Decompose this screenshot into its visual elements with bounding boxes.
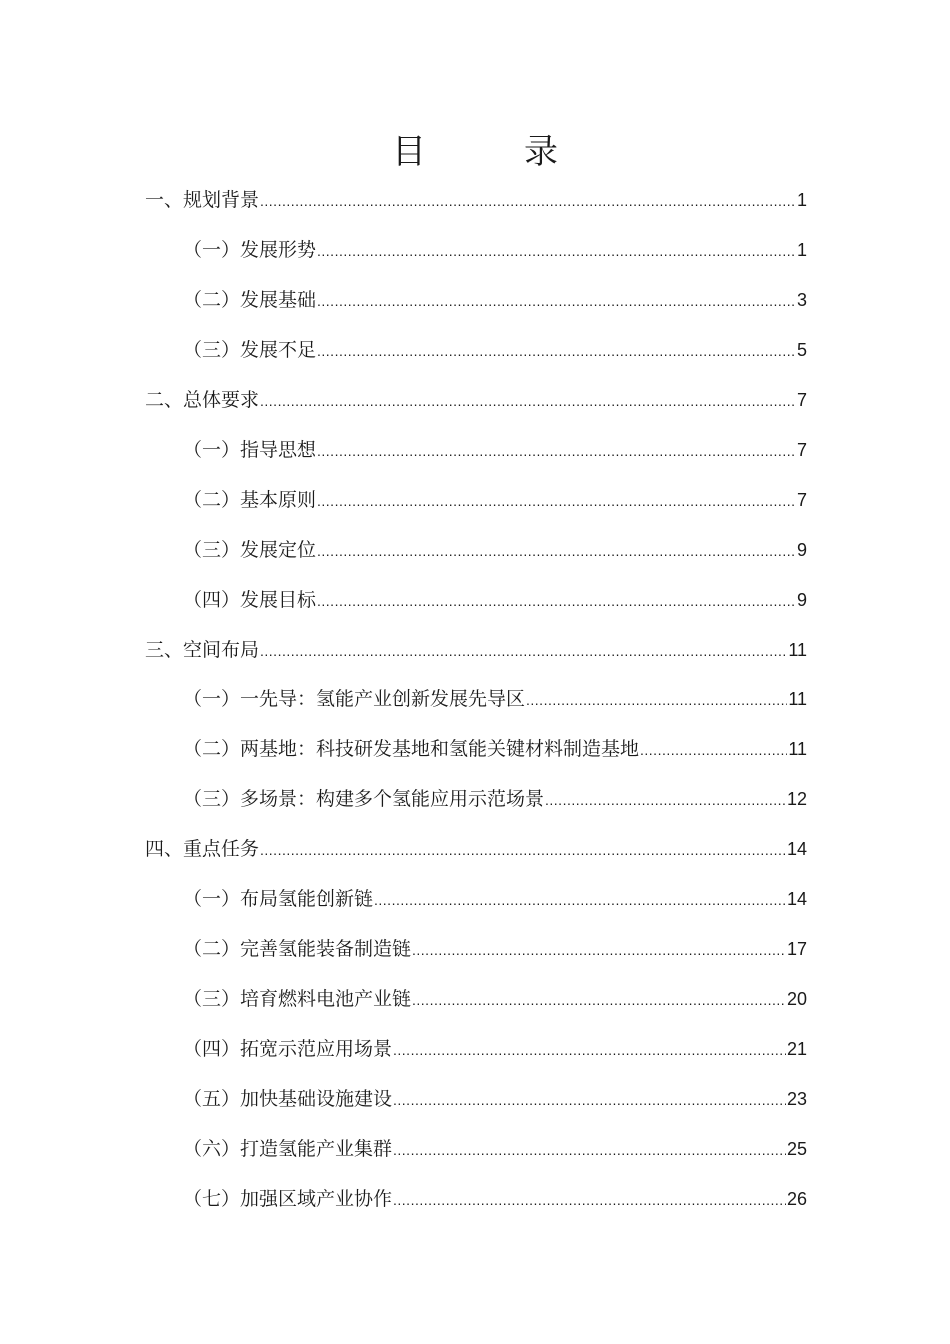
toc-subsection-entry[interactable] — [145, 586, 807, 636]
toc-section-entry[interactable] — [145, 186, 807, 236]
toc-page-number: 23 — [786, 1089, 807, 1110]
toc-subsection-entry[interactable] — [145, 336, 807, 386]
toc-subsection-entry[interactable] — [145, 486, 807, 536]
toc-dot-leader — [260, 637, 787, 665]
toc-entry-label: （二）两基地：科技研发基地和氢能关键材料制造基地 — [183, 738, 640, 761]
toc-dot-leader — [412, 936, 786, 964]
toc-subsection-entry[interactable] — [145, 286, 807, 336]
toc-dot-leader — [260, 387, 796, 415]
toc-section-entry[interactable] — [145, 636, 807, 686]
toc-page-number: 7 — [796, 489, 807, 510]
toc-dot-leader — [526, 686, 787, 714]
toc-entry-label: （四）发展目标 — [183, 588, 317, 611]
toc-entry-label: 三、空间布局 — [145, 638, 260, 661]
toc-subsection-entry[interactable] — [145, 1085, 807, 1135]
toc-dot-leader — [393, 1036, 786, 1064]
toc-entry-label: 一、规划背景 — [145, 189, 260, 211]
toc-entry-label: （三）多场景：构建多个氢能应用示范场景 — [183, 788, 545, 811]
toc-subsection-entry[interactable] — [145, 985, 807, 1035]
toc-entry-label: （五）加快基础设施建设 — [183, 1088, 393, 1111]
toc-entry-label: 二、总体要求 — [145, 388, 260, 411]
toc-dot-leader — [317, 537, 796, 565]
toc-dot-leader — [317, 487, 796, 515]
toc-page-number: 25 — [786, 1139, 807, 1160]
toc-page-number: 11 — [788, 639, 807, 660]
toc-entry-label: （六）打造氢能产业集群 — [183, 1138, 393, 1161]
toc-page-number: 1 — [796, 190, 807, 210]
toc-entry-label: （七）加强区域产业协作 — [183, 1188, 393, 1211]
toc-subsection-entry[interactable] — [145, 885, 807, 935]
toc-entry-label: （二）完善氢能装备制造链 — [183, 938, 412, 961]
toc-subsection-entry[interactable] — [145, 685, 807, 735]
table-of-contents — [145, 186, 807, 1235]
toc-entry-label: （二）发展基础 — [183, 288, 317, 311]
toc-subsection-entry[interactable] — [145, 1135, 807, 1185]
toc-dot-leader — [545, 786, 786, 814]
toc-dot-leader — [374, 886, 786, 914]
toc-page-number: 11 — [788, 689, 807, 710]
toc-subsection-entry[interactable] — [145, 1185, 807, 1235]
page-title: 目 录 — [392, 132, 590, 172]
toc-page-number: 5 — [796, 339, 807, 360]
toc-dot-leader — [393, 1086, 786, 1114]
toc-dot-leader — [640, 736, 787, 764]
toc-entry-label: （一）指导思想 — [183, 438, 317, 461]
toc-dot-leader — [393, 1136, 786, 1164]
toc-page-number: 11 — [788, 739, 807, 760]
toc-page-number: 17 — [786, 939, 807, 960]
toc-entry-label: （一）发展形势 — [183, 238, 317, 261]
toc-page-number: 7 — [796, 439, 807, 460]
toc-page-number: 21 — [786, 1039, 807, 1060]
toc-page-number: 12 — [786, 789, 807, 810]
toc-subsection-entry[interactable] — [145, 735, 807, 785]
toc-dot-leader — [412, 986, 786, 1014]
toc-page-number: 14 — [786, 889, 807, 910]
toc-subsection-entry[interactable] — [145, 1035, 807, 1085]
toc-section-entry[interactable] — [145, 835, 807, 885]
toc-dot-leader — [317, 587, 796, 615]
toc-page-number: 3 — [796, 289, 807, 310]
toc-subsection-entry[interactable] — [145, 536, 807, 586]
toc-entry-label: （一）一先导：氢能产业创新发展先导区 — [183, 688, 526, 711]
toc-entry-label: （四）拓宽示范应用场景 — [183, 1038, 393, 1061]
toc-dot-leader — [260, 187, 796, 215]
toc-dot-leader — [317, 437, 796, 465]
toc-page-number: 9 — [796, 589, 807, 610]
toc-section-entry[interactable] — [145, 386, 807, 436]
toc-page-number: 9 — [796, 539, 807, 560]
toc-subsection-entry[interactable] — [145, 436, 807, 486]
toc-dot-leader — [317, 337, 796, 365]
toc-entry-label: （三）发展不足 — [183, 338, 317, 361]
toc-page-number: 1 — [796, 239, 807, 260]
toc-dot-leader — [260, 836, 786, 864]
toc-dot-leader — [317, 287, 796, 315]
toc-page-number: 26 — [786, 1189, 807, 1210]
toc-dot-leader — [317, 237, 796, 265]
toc-page-number: 20 — [786, 989, 807, 1010]
toc-entry-label: 四、重点任务 — [145, 838, 260, 861]
toc-entry-label: （三）发展定位 — [183, 538, 317, 561]
toc-entry-label: （三）培育燃料电池产业链 — [183, 988, 412, 1011]
toc-entry-label: （一）布局氢能创新链 — [183, 888, 374, 911]
toc-entry-label: （二）基本原则 — [183, 488, 317, 511]
toc-subsection-entry[interactable] — [145, 785, 807, 835]
toc-dot-leader — [393, 1186, 786, 1214]
toc-subsection-entry[interactable] — [145, 236, 807, 286]
toc-page-number: 7 — [796, 389, 807, 410]
toc-page-number: 14 — [786, 839, 807, 860]
toc-subsection-entry[interactable] — [145, 935, 807, 985]
